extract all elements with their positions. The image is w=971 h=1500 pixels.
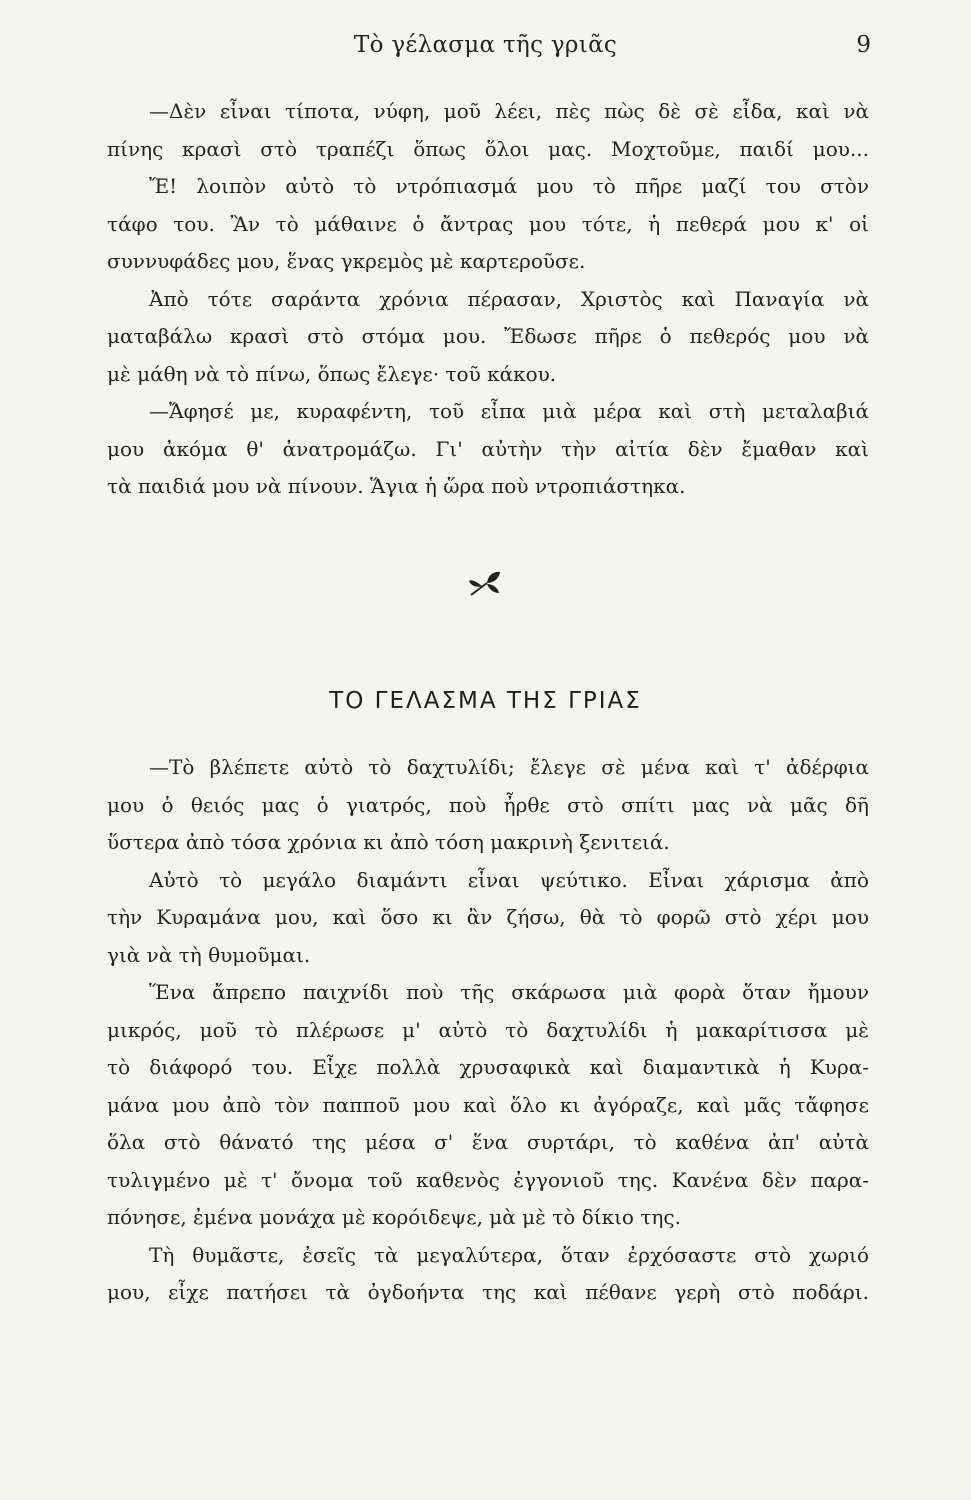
text-line: τάφο του. Ἂν τὸ μάθαινε ὁ ἄντρας μου τότε, ἡ πεθερά μου κ' οἱ (107, 211, 869, 236)
text-line: τυλιγμένο μὲ τ' ὄνομα τοῦ καθενὸς ἐγγονιοῦ της. Κανένα δὲν παρα- (107, 1167, 869, 1192)
text-line: μου ὁ θειός μας ὁ γιατρός, ποὺ ἦρθε στὸ σπίτι μας νὰ μᾶς δῆ (107, 792, 869, 817)
story-body (107, 749, 869, 1312)
running-title: Τὸ γέλασμα τῆς γριᾶς (353, 32, 618, 58)
text-line: Αὐτὸ τὸ μεγάλο διαμάντι εἶναι ψεύτικο. Εἶναι χάρισμα ἀπὸ (149, 867, 869, 892)
text-line: ὕστερα ἀπὸ τόσα χρόνια κι ἀπὸ τόση μακρινὴ ξενιτειά. (107, 830, 670, 854)
text-line: Ἀπὸ τότε σαράντα χρόνια πέρασαν, Χριστὸς καὶ Παναγία νὰ (149, 286, 869, 311)
text-line: Ἔ! λοιπὸν αὐτὸ τὸ ντρόπιασμά μου τὸ πῆρε μαζί του στὸν (149, 174, 869, 198)
text-line: τὰ παιδιά μου νὰ πίνουν. Ἅγια ἡ ὥρα ποὺ ντροπιάστηκα. (107, 474, 686, 498)
text-line: —Δὲν εἶναι τίποτα, νύφη, μοῦ λέει, πὲς πὼς δὲ σὲ εἶδα, καὶ νὰ (149, 99, 869, 123)
text-line: μάνα μου ἀπὸ τὸν παπποῦ μου καὶ ὅλο κι ἀγόραζε, καὶ μᾶς τἄφησε (107, 1092, 869, 1117)
running-head (0, 32, 971, 68)
text-line: μου ἀκόμα θ' ἀνατρομάζω. Γι' αὐτὴν τὴν αἰτία δὲν ἔμαθαν καὶ (107, 436, 869, 461)
text-line: μικρός, μοῦ τὸ πλέρωσε μ' αὐτὸ τὸ δαχτυλίδι ἡ μακαρίτισσα μὲ (107, 1017, 869, 1042)
text-line: πόνησε, ἐμένα μονάχα μὲ κορόιδεψε, μὰ μὲ τὸ δίκιο της. (107, 1205, 681, 1229)
text-line: συννυφάδες μου, ἕνας γκρεμὸς μὲ καρτεροῦσε. (107, 249, 586, 273)
story-continuation (107, 93, 869, 506)
text-line: τὸ διάφορό του. Εἶχε πολλὰ χρυσαφικὰ καὶ διαμαντικὰ ἡ Κυρα- (107, 1055, 869, 1079)
text-line: ὅλα στὸ θάνατό της μέσα σ' ἕνα συρτάρι, τὸ καθένα ἀπ' αὐτὰ (107, 1130, 869, 1154)
text-line: μου, εἶχε πατήσει τὰ ὀγδοήντα της καὶ πέθανε γερὴ στὸ ποδάρι. (107, 1280, 869, 1304)
text-line: —Ἄφησέ με, κυραφέντη, τοῦ εἶπα μιὰ μέρα καὶ στὴ μεταλαβιά (149, 399, 869, 423)
text-line: μὲ μάθη νὰ τὸ πίνω, ὅπως ἔλεγε· τοῦ κάκου. (107, 361, 557, 386)
text-line: Ἕνα ἄπρεπο παιχνίδι ποὺ τῆς σκάρωσα μιὰ φορὰ ὅταν ἤμουν (149, 980, 869, 1004)
text-line: Τὴ θυμᾶστε, ἐσεῖς τὰ μεγαλύτερα, ὅταν ἐρχόσαστε στὸ χωριό (149, 1242, 869, 1267)
text-line: ματαβάλω κρασὶ στὸ στόμα μου. Ἔδωσε πῆρε ὁ πεθερός μου νὰ (107, 324, 869, 348)
text-line: γιὰ νὰ τὴ θυμοῦμαι. (107, 942, 311, 967)
leaf-ornament-icon (467, 568, 503, 598)
page-number: 9 (856, 32, 871, 58)
text-line: τὴν Κυραμάνα μου, καὶ ὅσο κι ἂν ζήσω, θὰ τὸ φορῶ στὸ χέρι μου (107, 905, 869, 929)
text-line: πίνης κρασὶ στὸ τραπέζι ὅπως ὅλοι μας. Μοχτοῦμε, παιδί μου... (107, 136, 869, 161)
text-line: —Τὸ βλέπετε αὐτὸ τὸ δαχτυλίδι; ἔλεγε σὲ μένα καὶ τ' ἀδέρφια (149, 755, 869, 779)
section-title: ΤΟ ΓΕΛΑΣΜΑ ΤΗΣ ΓΡΙΑΣ (329, 688, 642, 714)
